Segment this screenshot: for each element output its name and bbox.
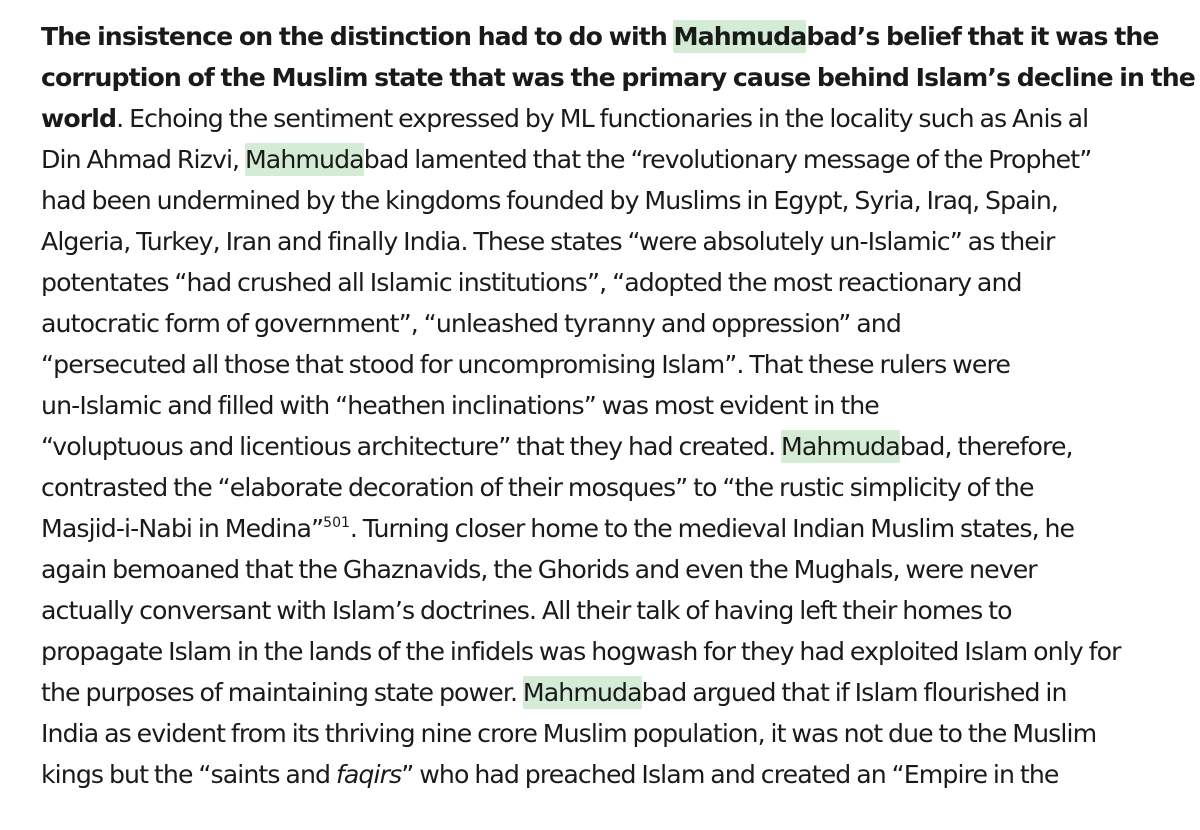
search-highlight: Mahmuda bbox=[673, 22, 807, 51]
text-run: bad lamented that the “revolutionary message of the Prophet” bbox=[363, 145, 1092, 174]
text-run: contrasted the “elaborate decoration of their mosques” to “the rustic simplicity of the bbox=[41, 473, 1034, 502]
text-line bbox=[41, 344, 1160, 385]
footnote-marker[interactable]: 501 bbox=[323, 515, 350, 531]
bold-text: bad’s belief that it was the bbox=[806, 22, 1159, 51]
text-line bbox=[41, 754, 1160, 795]
text-line bbox=[41, 303, 1160, 344]
text-run: un-Islamic and filled with “heathen inclinations” was most evident in the bbox=[41, 391, 879, 420]
text-line bbox=[41, 713, 1160, 754]
text-run: “persecuted all those that stood for uncompromising Islam”. That these rulers were bbox=[41, 350, 1010, 379]
text-run: bad, therefore, bbox=[899, 432, 1073, 461]
text-run: actually conversant with Islam’s doctrines. All their talk of having left their homes to bbox=[41, 596, 1012, 625]
text-run: the purposes of maintaining state power. bbox=[41, 678, 523, 707]
text-run: kings but the “saints and bbox=[41, 760, 336, 789]
text-run: again bemoaned that the Ghaznavids, the Ghorids and even the Mughals, were never bbox=[41, 555, 1037, 584]
body-paragraph bbox=[41, 16, 1195, 795]
text-line bbox=[41, 672, 1160, 713]
text-line bbox=[41, 549, 1160, 590]
text-line bbox=[41, 385, 1160, 426]
text-run: Masjid-i-Nabi in Medina” bbox=[41, 514, 324, 543]
text-line bbox=[41, 467, 1160, 508]
bold-text: world bbox=[41, 104, 117, 133]
text-run: autocratic form of government”, “unleashed tyranny and oppression” and bbox=[41, 309, 901, 338]
text-line bbox=[41, 57, 1195, 98]
text-line bbox=[41, 426, 1160, 467]
text-run: India as evident from its thriving nine crore Muslim population, it was not due to the Muslim bbox=[41, 719, 1097, 748]
text-run: propagate Islam in the lands of the infidels was hogwash for they had exploited Islam only for bbox=[41, 637, 1121, 666]
text-run: potentates “had crushed all Islamic institutions”, “adopted the most reactionary and bbox=[41, 268, 1022, 297]
text-run: “voluptuous and licentious architecture” that they had created. bbox=[41, 432, 782, 461]
text-line bbox=[41, 631, 1160, 672]
text-run: bad argued that if Islam flourished in bbox=[641, 678, 1067, 707]
text-line bbox=[41, 221, 1160, 262]
text-run: ” who had preached Islam and created an “Empire in the bbox=[401, 760, 1059, 789]
text-run: . Echoing the sentiment expressed by ML functionaries in the locality such as Anis al bbox=[116, 104, 1089, 133]
bold-text: The insistence on the distinction had to do with bbox=[41, 22, 674, 51]
search-highlight: Mahmuda bbox=[781, 432, 900, 461]
text-line bbox=[41, 508, 1160, 549]
text-run: had been undermined by the kingdoms founded by Muslims in Egypt, Syria, Iraq, Spain, bbox=[41, 186, 1059, 215]
text-run: Din Ahmad Rizvi, bbox=[41, 145, 245, 174]
text-line bbox=[41, 262, 1160, 303]
bold-text: corruption of the Muslim state that was the primary cause behind Islam’s decline in the bbox=[41, 63, 1195, 92]
text-line bbox=[41, 98, 1160, 139]
text-line bbox=[41, 139, 1160, 180]
text-line bbox=[41, 16, 1160, 57]
search-highlight: Mahmuda bbox=[522, 678, 642, 707]
italic-text: faqirs bbox=[335, 760, 402, 789]
text-run: Algeria, Turkey, Iran and finally India. These states “were absolutely un-Islamic” as their bbox=[41, 227, 1055, 256]
text-line bbox=[41, 590, 1160, 631]
text-line bbox=[41, 180, 1160, 221]
search-highlight: Mahmuda bbox=[244, 145, 364, 174]
text-run: . Turning closer home to the medieval Indian Muslim states, he bbox=[349, 514, 1075, 543]
